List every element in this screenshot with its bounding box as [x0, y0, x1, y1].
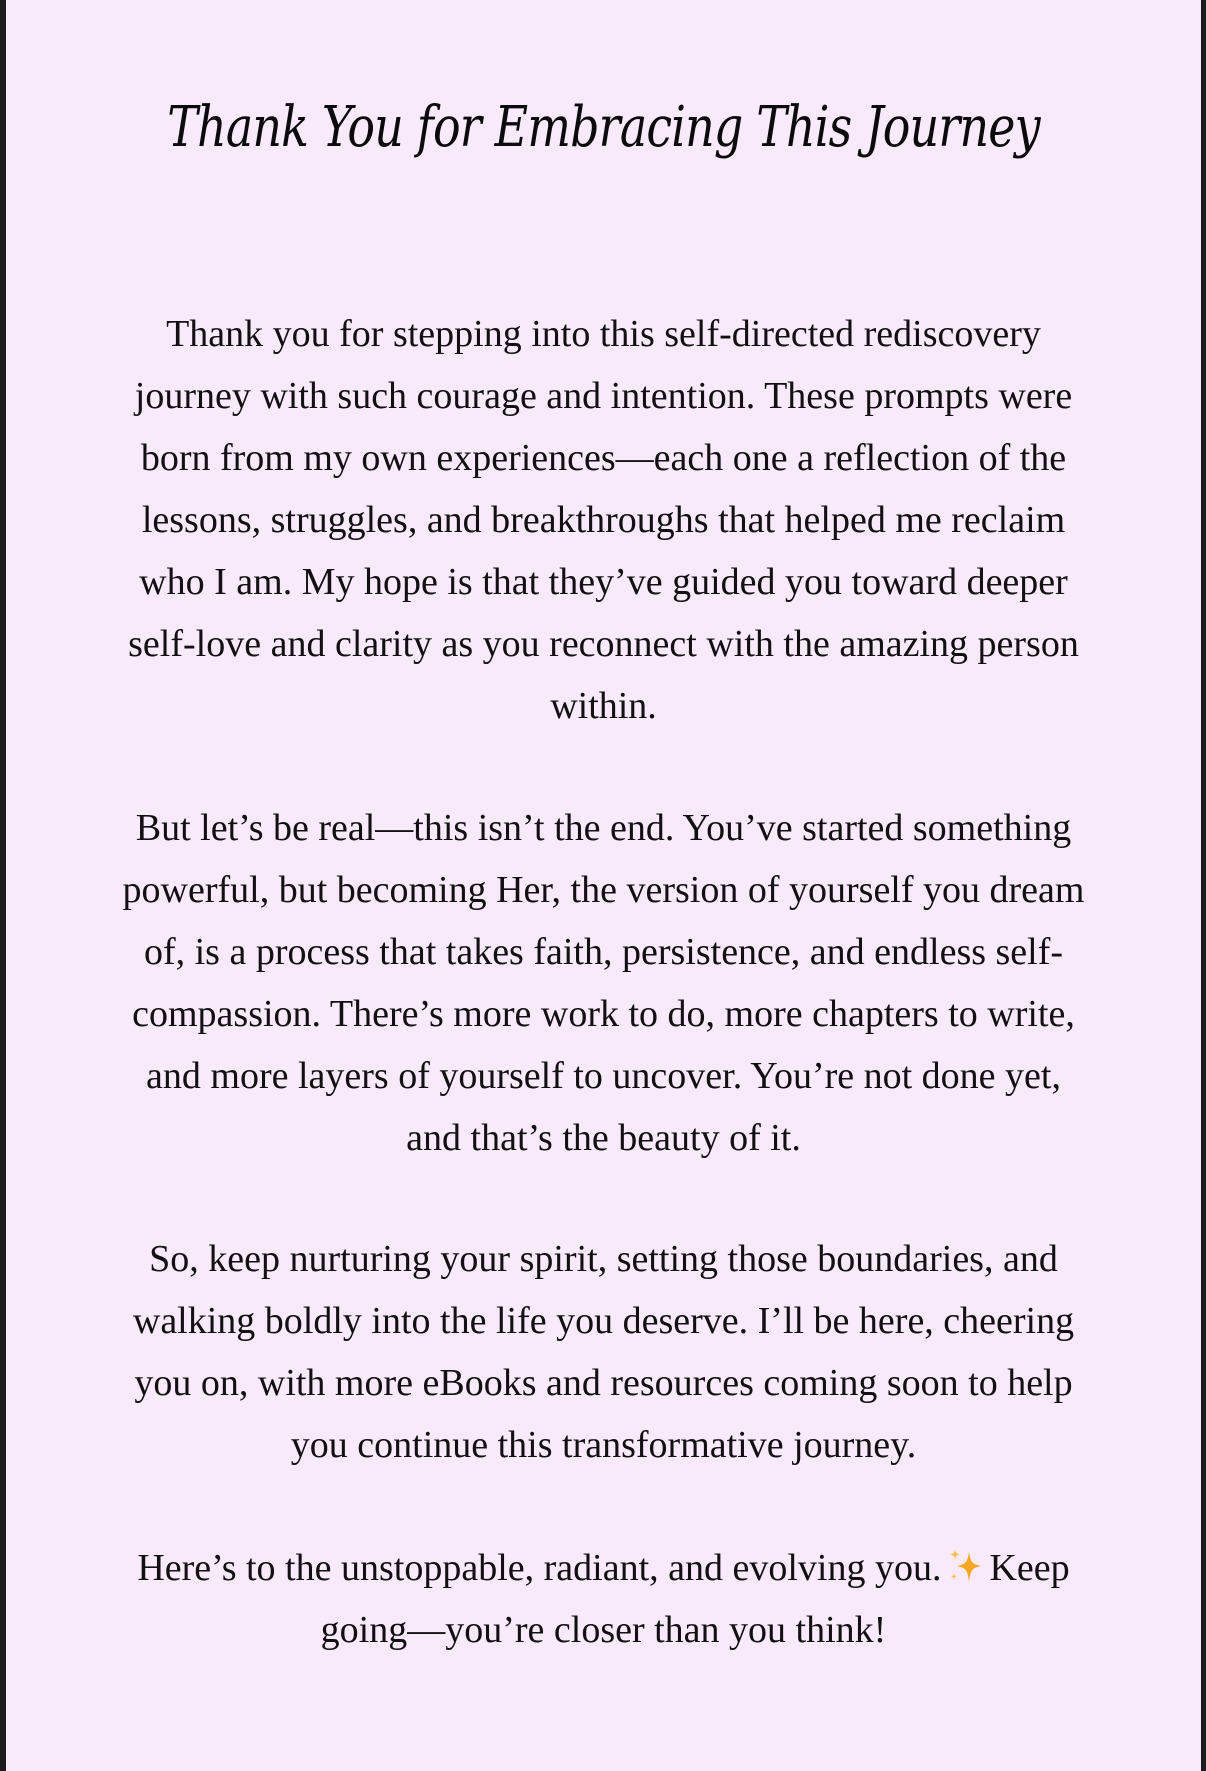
- text-line: lessons, struggles, and breakthroughs that helped me reclaim: [141, 499, 1066, 541]
- sparkles-icon: [945, 1543, 985, 1583]
- page-title: Thank You for Embracing This Journey: [167, 95, 1040, 160]
- text-line: you on, with more eBooks and resources coming soon to help: [134, 1362, 1073, 1404]
- text-line: walking boldly into the life you deserve. I’ll be here, cheering: [132, 1300, 1075, 1342]
- paragraph-keep-nurturing: [6, 1228, 1201, 1476]
- closing-text-start: Here’s to the unstoppable, radiant, and evolving you.: [137, 1547, 942, 1589]
- document-page: [6, 0, 1201, 1771]
- text-line: journey with such courage and intention. These prompts were: [134, 375, 1073, 417]
- text-line: So, keep nurturing your spirit, setting those boundaries, and: [149, 1238, 1058, 1280]
- paragraph-not-the-end: [6, 797, 1201, 1169]
- text-line: compassion. There’s more work to do, more chapters to write,: [132, 993, 1075, 1035]
- text-line: of, is a process that takes faith, persistence, and endless self-: [143, 931, 1064, 973]
- text-line: Thank you for stepping into this self-directed rediscovery: [166, 313, 1041, 355]
- paragraph-closing: [6, 1537, 1201, 1661]
- text-line: [6, 1537, 1201, 1599]
- text-line: within.: [550, 685, 657, 727]
- text-line: and more layers of yourself to uncover. You’re not done yet,: [146, 1055, 1061, 1097]
- text-line: who I am. My hope is that they’ve guided you toward deeper: [139, 561, 1068, 603]
- text-line: born from my own experiences—each one a reflection of the: [140, 437, 1067, 479]
- text-line: self-love and clarity as you reconnect with the amazing person: [128, 623, 1079, 665]
- text-line: powerful, but becoming Her, the version of yourself you dream: [122, 869, 1085, 911]
- paragraph-gratitude: [6, 303, 1201, 737]
- text-line: you continue this transformative journey.: [290, 1424, 917, 1466]
- text-line: going—you’re closer than you think!: [320, 1609, 887, 1651]
- text-line: and that’s the beauty of it.: [406, 1117, 801, 1159]
- closing-text-end: Keep: [989, 1547, 1070, 1589]
- text-line: But let’s be real—this isn’t the end. You’ve started something: [135, 807, 1072, 849]
